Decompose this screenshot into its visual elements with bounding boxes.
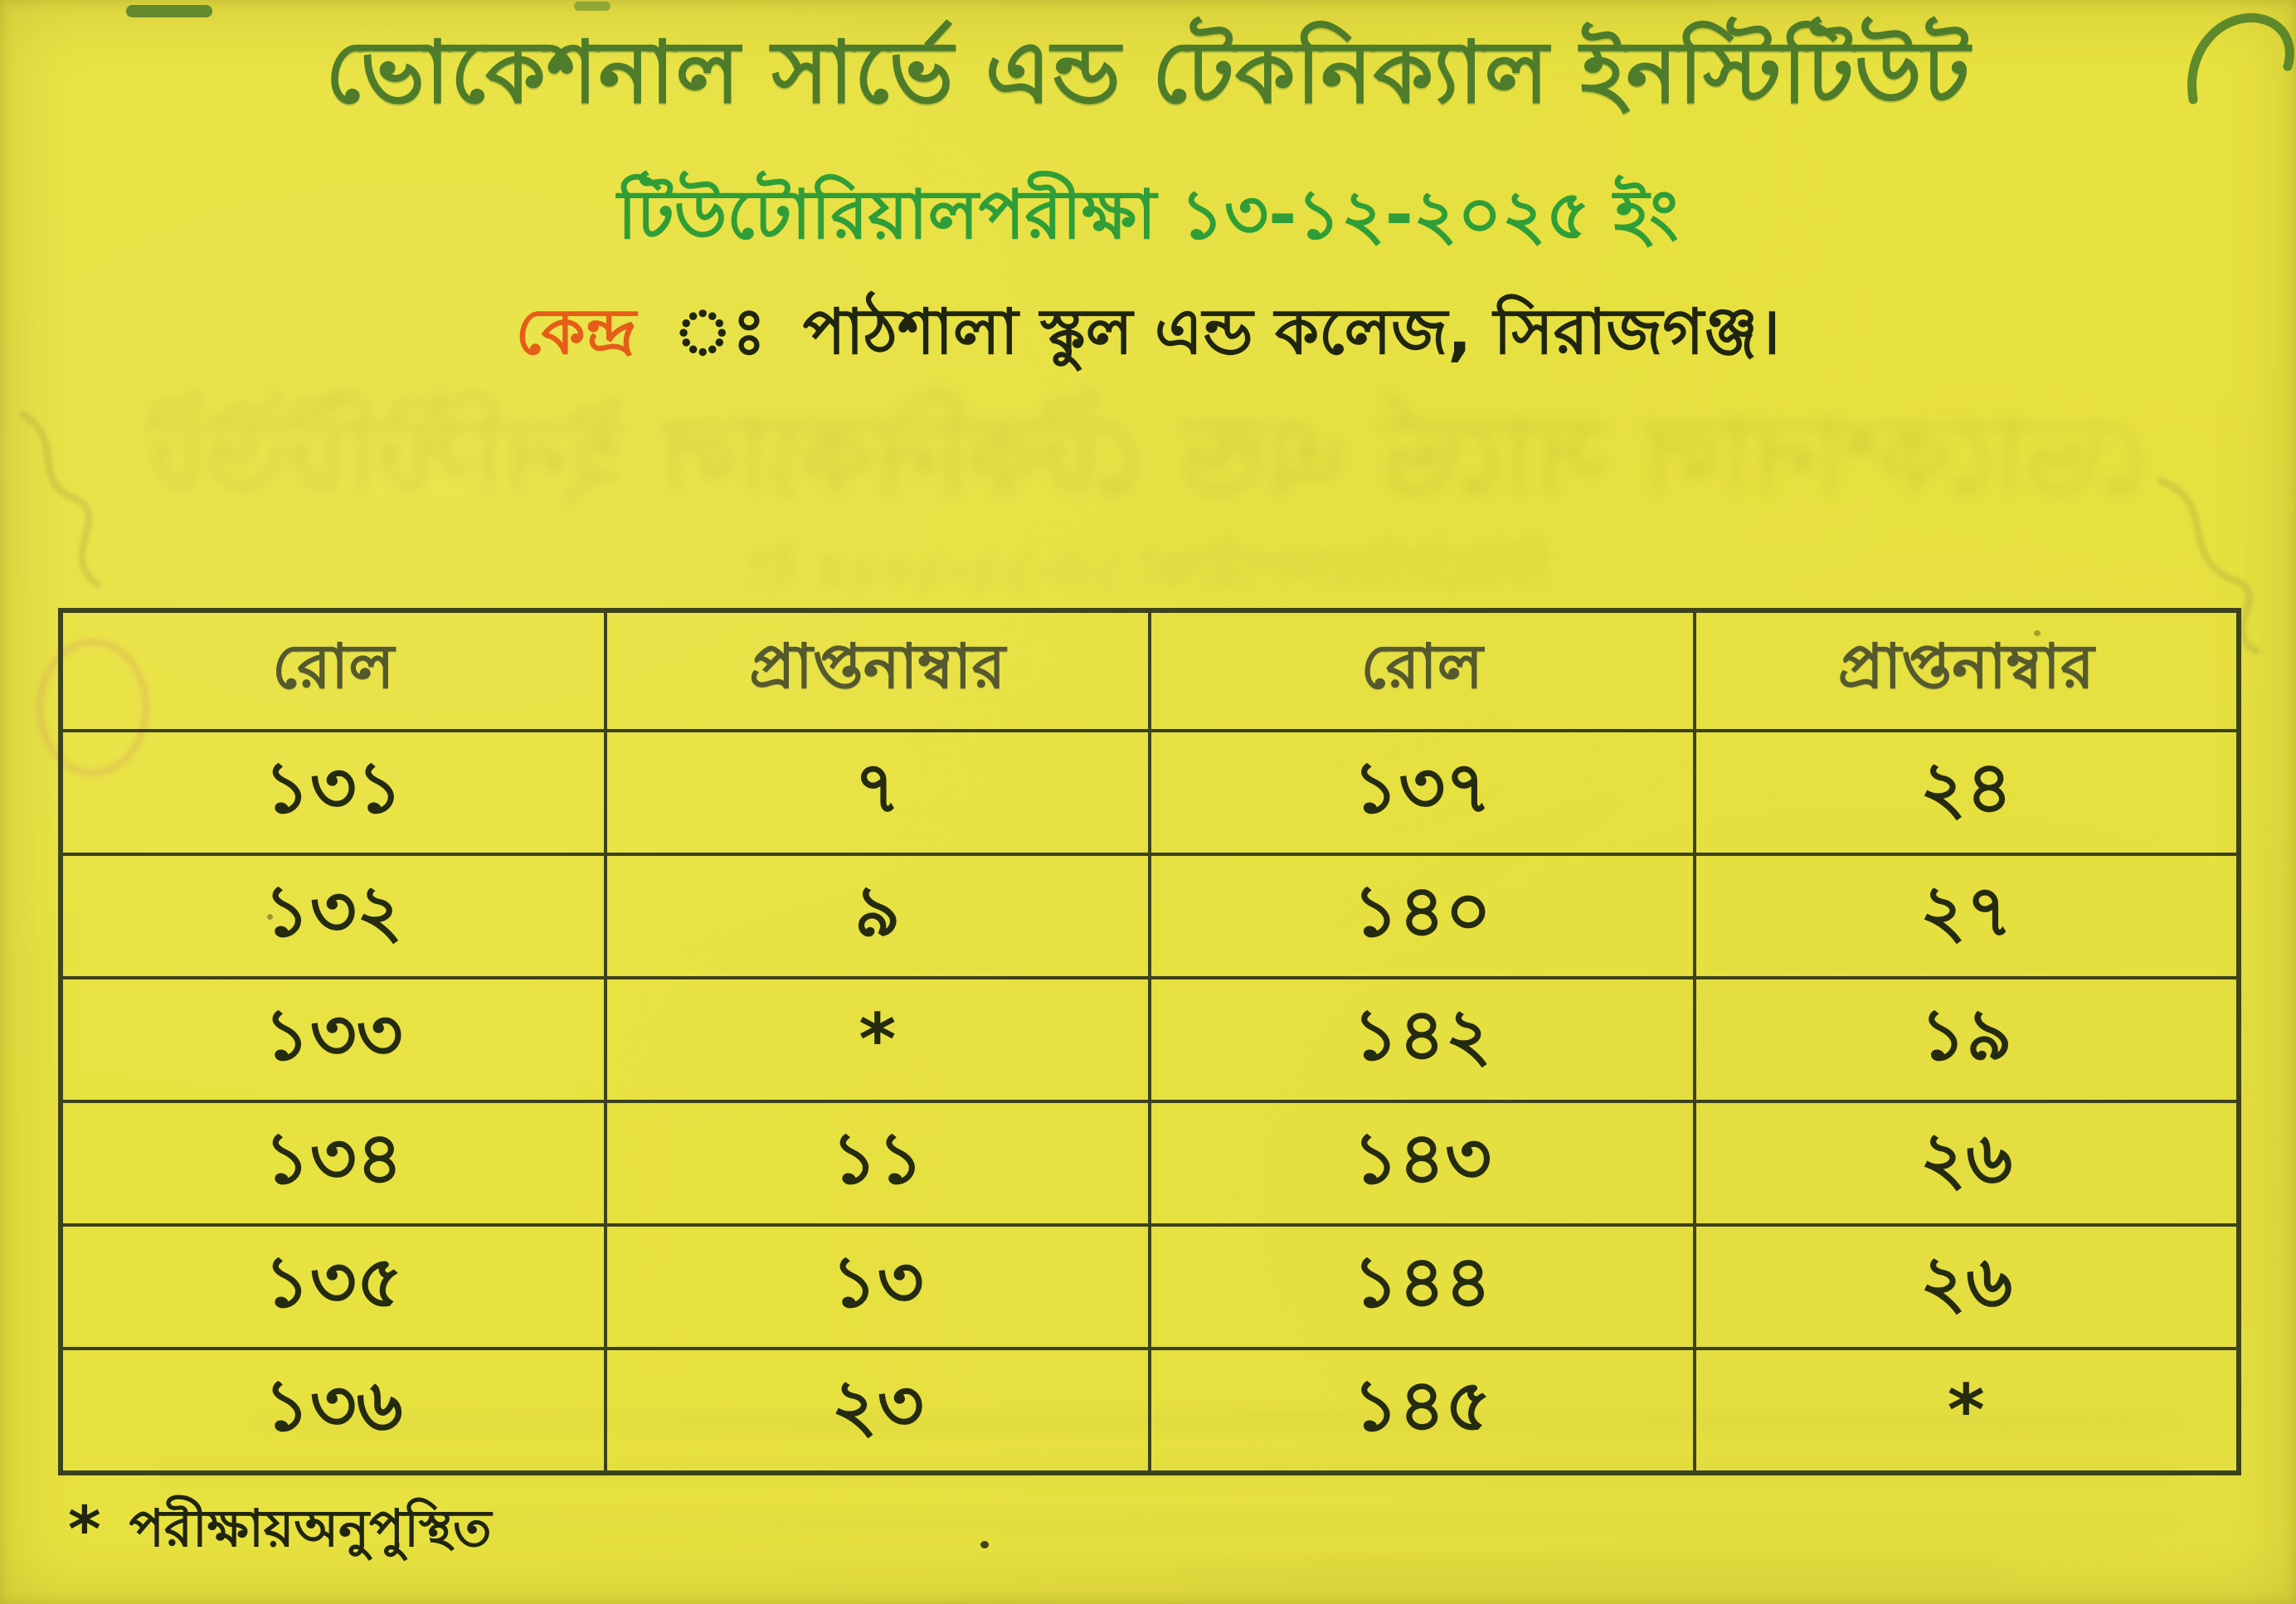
table-row (61, 731, 2239, 854)
roll-cell: ১৩৩ (61, 978, 606, 1101)
col-header-marks-right: প্রাপ্তনাম্বার (1695, 610, 2240, 731)
table-row (61, 1225, 2239, 1349)
marks-table (58, 608, 2241, 1475)
roll-cell: ১৩৫ (61, 1225, 606, 1349)
marks-table-head (61, 610, 2239, 731)
marks-cell: ৭ (606, 731, 1150, 854)
marks-cell: ১৩ (606, 1225, 1150, 1349)
roll-cell: ১৪৫ (1150, 1349, 1695, 1473)
center-separator: ঃ (673, 294, 766, 368)
exam-subtitle: টিউটোরিয়ালপরীক্ষা ১৩-১২-২০২৫ ইং (617, 176, 1679, 255)
paper-speck (980, 1541, 989, 1548)
marks-cell: ১৯ (1695, 978, 2240, 1101)
absent-footnote (68, 1490, 492, 1575)
roll-cell: ১৪২ (1150, 978, 1695, 1101)
marks-cell: ২৭ (1695, 854, 2240, 978)
roll-cell: ১৩১ (61, 731, 606, 854)
roll-cell: ১৪৩ (1150, 1101, 1695, 1225)
col-header-roll-left: রোল (61, 610, 606, 731)
exam-center-line (0, 284, 2296, 389)
roll-cell: ১৩২ (61, 854, 606, 978)
roll-cell: ১৪০ (1150, 854, 1695, 978)
col-header-marks-left: প্রাপ্তনাম্বার (606, 610, 1150, 731)
marks-cell: ২৬ (1695, 1101, 2240, 1225)
institute-title: ভোকেশনাল সার্ভে এন্ড টেকনিক্যাল ইনস্টিটিউট (325, 22, 1971, 123)
marks-cell: ২৪ (1695, 731, 2240, 854)
center-value: পাঠশালা স্কুল এন্ড কলেজ, সিরাজগঞ্জ। (802, 294, 1781, 368)
table-row (61, 854, 2239, 978)
marks-cell: ২৩ (606, 1349, 1150, 1473)
marks-cell: ৯ (606, 854, 1150, 978)
marks-cell absent-cell: * (606, 978, 1150, 1101)
roll-cell: ১৩৪ (61, 1101, 606, 1225)
marks-cell: ১১ (606, 1101, 1150, 1225)
top-edge-print-fragment (126, 5, 212, 17)
center-label: কেন্দ্র (515, 294, 637, 368)
bleed-through-subtitle: টিউটোরিয়ালপরীক্ষা ১৩-১২-২০২৫ ইং (747, 539, 1549, 600)
col-header-roll-right: রোল (1150, 610, 1695, 731)
table-row (61, 1101, 2239, 1225)
roll-cell: ১৪৪ (1150, 1225, 1695, 1349)
table-row (61, 978, 2239, 1101)
header-row (61, 610, 2239, 731)
asterisk-marker: * (68, 1492, 101, 1566)
table-row (61, 1349, 2239, 1473)
top-edge-print-fragment (574, 2, 610, 11)
bleed-through-handwriting (7, 390, 156, 605)
marks-cell: ২৬ (1695, 1225, 2240, 1349)
bleed-through-line (1178, 1559, 2007, 1579)
marks-table-body (61, 731, 2239, 1473)
absent-footnote-text: পরীক্ষায়অনুপুস্থিত (129, 1498, 492, 1558)
roll-cell: ১৩৭ (1150, 731, 1695, 854)
marks-cell absent-cell: * (1695, 1349, 2240, 1473)
bleed-through-line (448, 1511, 2182, 1533)
roll-cell: ১৩৬ (61, 1349, 606, 1473)
bleed-through-title: ভোকেশনাল সার্ভে এন্ড টেকনিক্যাল ইনস্টিটিউট (148, 395, 2148, 518)
